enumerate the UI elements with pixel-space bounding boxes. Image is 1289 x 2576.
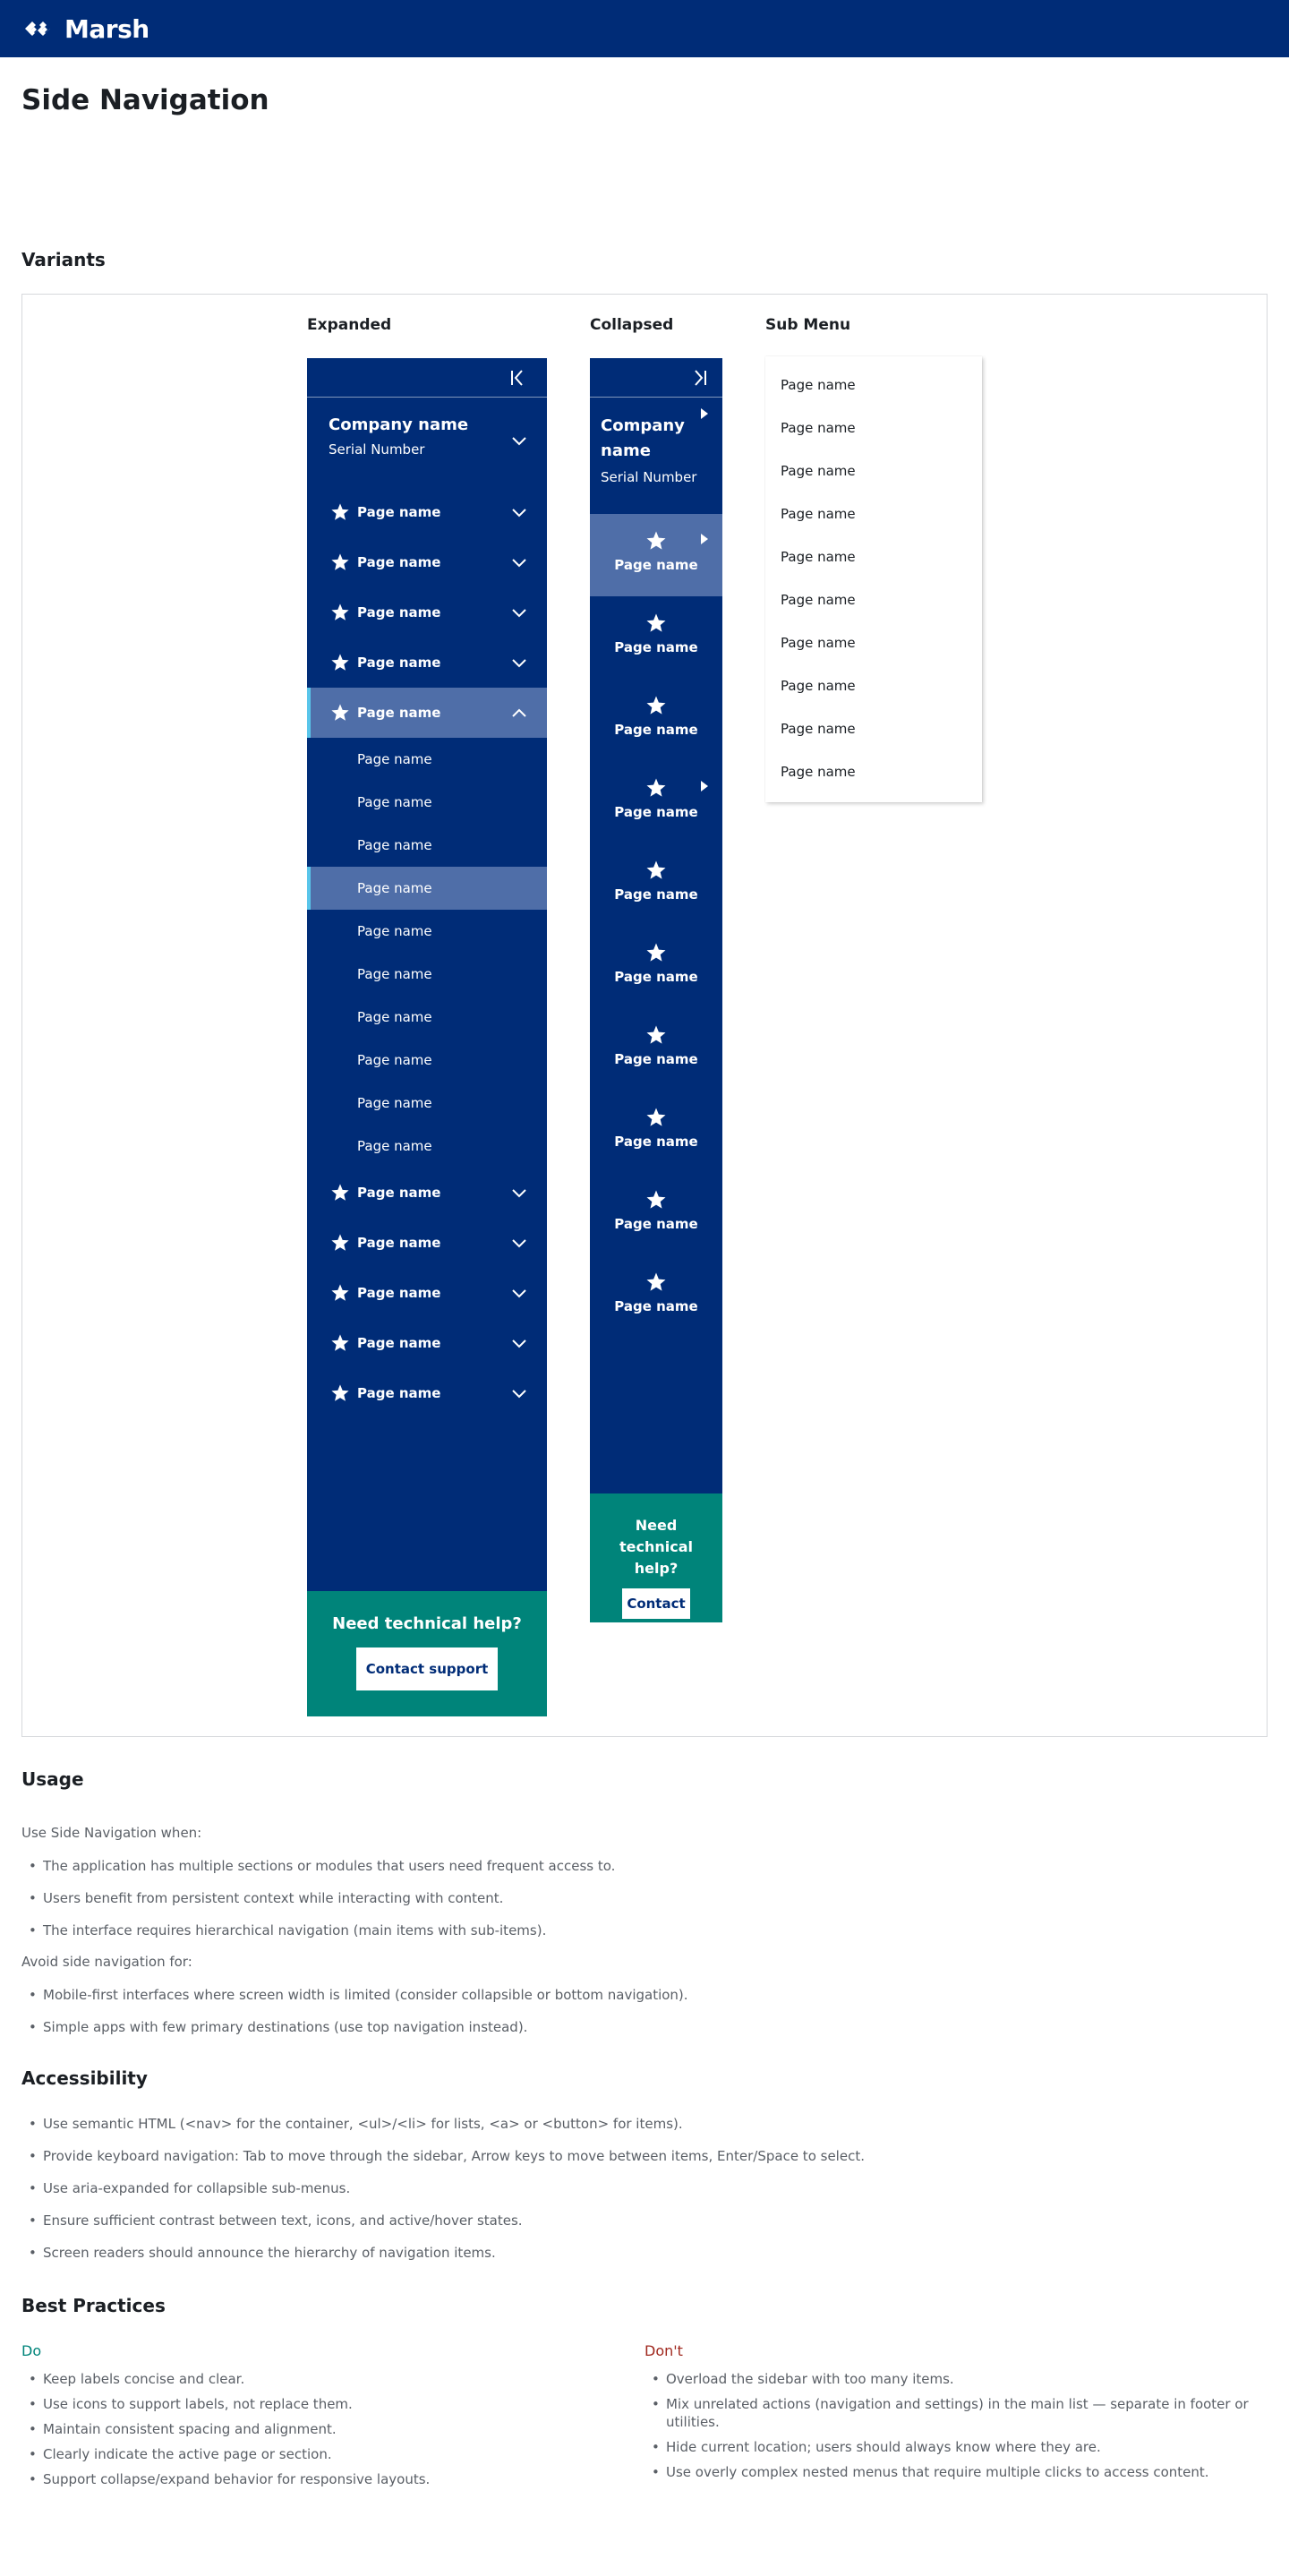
submenu-item[interactable]: Page name bbox=[781, 463, 856, 479]
sub-nav-item[interactable]: Page name bbox=[357, 1009, 432, 1025]
contact-button[interactable]: Contact bbox=[622, 1588, 690, 1619]
chevron-down-icon bbox=[511, 507, 527, 518]
nav-item-label: Page name bbox=[357, 1385, 441, 1401]
chevron-down-icon bbox=[511, 1338, 527, 1348]
list-item: • Overload the sidebar with too many items. bbox=[652, 2370, 1260, 2388]
sub-nav-item[interactable]: Page name bbox=[357, 1052, 432, 1068]
collapsed-nav-item[interactable] bbox=[590, 1255, 722, 1338]
nav-item-label: Page name bbox=[614, 1134, 698, 1150]
star-icon bbox=[330, 1333, 350, 1353]
collapsed-nav-item[interactable] bbox=[590, 761, 722, 843]
sidebar-footer bbox=[590, 1493, 722, 1622]
nav-item-label: Page name bbox=[357, 705, 441, 721]
list-item: • Hide current location; users should always know where they are. bbox=[652, 2438, 1260, 2456]
accessibility-list bbox=[29, 2115, 865, 2276]
company-selector[interactable] bbox=[590, 398, 722, 514]
collapsed-nav-list bbox=[590, 514, 722, 1338]
nav-item-label: Page name bbox=[614, 969, 698, 985]
star-icon bbox=[645, 942, 667, 963]
avoid-text: Avoid side navigation for: bbox=[21, 1954, 192, 1970]
submenu-item[interactable]: Page name bbox=[781, 721, 856, 737]
help-text: Need technical help? bbox=[332, 1614, 522, 1633]
sub-nav-list bbox=[307, 738, 547, 1168]
list-item: • Simple apps with few primary destinations (use top navigation instead). bbox=[29, 2018, 688, 2036]
chevron-up-icon bbox=[511, 707, 527, 718]
star-icon bbox=[645, 1107, 667, 1128]
use-list bbox=[29, 1857, 615, 1954]
company-selector[interactable] bbox=[307, 398, 547, 487]
avoid-list bbox=[29, 1986, 688, 2050]
collapsed-nav-item[interactable] bbox=[590, 1091, 722, 1173]
star-icon bbox=[645, 1024, 667, 1046]
nav-list-bottom bbox=[307, 1168, 547, 1418]
use-when-text: Use Side Navigation when: bbox=[21, 1825, 202, 1841]
star-icon bbox=[645, 860, 667, 881]
sidebar-header bbox=[307, 358, 547, 398]
nav-item-label: Page name bbox=[614, 1298, 698, 1314]
best-practices-heading: Best Practices bbox=[21, 2295, 166, 2316]
collapsed-nav-item[interactable] bbox=[590, 926, 722, 1008]
list-item: • The interface requires hierarchical navigation (main items with sub-items). bbox=[29, 1921, 615, 1939]
collapse-sidebar-icon[interactable] bbox=[508, 368, 527, 388]
nav-item-label: Page name bbox=[614, 886, 698, 903]
star-icon bbox=[330, 1383, 350, 1403]
collapsed-nav-item[interactable] bbox=[590, 1173, 722, 1255]
collapsed-nav-item[interactable] bbox=[590, 596, 722, 679]
nav-item[interactable] bbox=[307, 1168, 547, 1218]
usage-heading: Usage bbox=[21, 1768, 84, 1790]
sub-nav-item[interactable]: Page name bbox=[357, 966, 432, 982]
sub-nav-item[interactable]: Page name bbox=[357, 751, 432, 767]
nav-item-label: Page name bbox=[614, 1216, 698, 1232]
collapsed-sidebar bbox=[590, 358, 722, 1622]
submenu-item[interactable]: Page name bbox=[781, 420, 856, 436]
star-icon bbox=[645, 1189, 667, 1211]
company-name: Company name bbox=[329, 415, 469, 434]
list-item: • Use overly complex nested menus that require multiple clicks to access content. bbox=[652, 2463, 1260, 2481]
nav-item[interactable] bbox=[307, 537, 547, 587]
collapsed-nav-item[interactable] bbox=[590, 514, 722, 596]
expand-sidebar-icon[interactable] bbox=[690, 368, 710, 388]
submenu-item[interactable]: Page name bbox=[781, 506, 856, 522]
chevron-down-icon bbox=[511, 435, 527, 446]
star-icon bbox=[330, 703, 350, 723]
collapsed-nav-item[interactable] bbox=[590, 679, 722, 761]
caret-right-icon bbox=[701, 781, 708, 792]
nav-item-label: Page name bbox=[614, 557, 698, 573]
nav-item[interactable] bbox=[307, 1368, 547, 1418]
help-text: Need technical help? bbox=[619, 1517, 693, 1577]
nav-item-label: Page name bbox=[357, 1185, 441, 1201]
nav-item[interactable] bbox=[307, 688, 547, 738]
accessibility-heading: Accessibility bbox=[21, 2067, 148, 2089]
star-icon bbox=[330, 653, 350, 672]
caret-right-icon bbox=[701, 408, 708, 419]
serial-number: Serial Number bbox=[601, 469, 697, 485]
chevron-down-icon bbox=[511, 1237, 527, 1248]
list-item: • Mix unrelated actions (navigation and settings) in the main list — separate in footer or utilities. bbox=[652, 2395, 1260, 2431]
nav-item-label: Page name bbox=[614, 639, 698, 655]
nav-item-label: Page name bbox=[357, 1335, 441, 1351]
list-item: • Ensure sufficient contrast between text, icons, and active/hover states. bbox=[29, 2212, 865, 2229]
do-list bbox=[29, 2370, 619, 2495]
list-item: • Maintain consistent spacing and alignment. bbox=[29, 2420, 619, 2438]
list-item: • Use icons to support labels, not replace them. bbox=[29, 2395, 619, 2413]
chevron-down-icon bbox=[511, 607, 527, 618]
caret-right-icon bbox=[701, 534, 708, 544]
list-item: • Use semantic HTML (<nav> for the container, <ul>/<li> for lists, <a> or <button> for items). bbox=[29, 2115, 865, 2133]
chevron-down-icon bbox=[511, 1288, 527, 1298]
sub-nav-item[interactable]: Page name bbox=[357, 1138, 432, 1154]
company-name: Company name bbox=[601, 416, 685, 460]
star-icon bbox=[645, 612, 667, 634]
nav-item[interactable] bbox=[307, 587, 547, 638]
nav-list-top bbox=[307, 487, 547, 738]
list-item: • Users benefit from persistent context while interacting with content. bbox=[29, 1889, 615, 1907]
star-icon bbox=[330, 1283, 350, 1303]
nav-item-label: Page name bbox=[357, 604, 441, 620]
expanded-sidebar bbox=[307, 358, 547, 1716]
list-item: • Support collapse/expand behavior for responsive layouts. bbox=[29, 2470, 619, 2488]
sub-nav-item[interactable]: Page name bbox=[357, 794, 432, 810]
chevron-down-icon bbox=[511, 657, 527, 668]
top-bar bbox=[0, 0, 1289, 57]
brand-logo[interactable] bbox=[21, 14, 149, 44]
star-icon bbox=[330, 1183, 350, 1202]
do-heading: Do bbox=[21, 2342, 42, 2359]
nav-item-label: Page name bbox=[614, 804, 698, 820]
submenu-item[interactable]: Page name bbox=[781, 592, 856, 608]
submenu-item[interactable]: Page name bbox=[781, 377, 856, 393]
sub-nav-item[interactable]: Page name bbox=[357, 837, 432, 853]
list-item: • Screen readers should announce the hierarchy of navigation items. bbox=[29, 2244, 865, 2262]
chevron-down-icon bbox=[511, 1388, 527, 1399]
collapsed-nav-item[interactable] bbox=[590, 843, 722, 926]
expanded-label: Expanded bbox=[307, 316, 392, 334]
serial-number: Serial Number bbox=[329, 441, 425, 458]
collapsed-label: Collapsed bbox=[590, 316, 674, 334]
chevron-down-icon bbox=[511, 1187, 527, 1198]
dont-heading: Don't bbox=[644, 2342, 683, 2359]
nav-item-label: Page name bbox=[357, 554, 441, 570]
submenu-item[interactable]: Page name bbox=[781, 549, 856, 565]
nav-item-label: Page name bbox=[357, 1235, 441, 1251]
list-item: • Keep labels concise and clear. bbox=[29, 2370, 619, 2388]
nav-item[interactable] bbox=[307, 1218, 547, 1268]
chevron-down-icon bbox=[511, 557, 527, 568]
submenu-item[interactable]: Page name bbox=[781, 764, 856, 780]
submenu-item[interactable]: Page name bbox=[781, 678, 856, 694]
star-icon bbox=[645, 777, 667, 799]
star-icon bbox=[330, 502, 350, 522]
nav-item-label: Page name bbox=[357, 1285, 441, 1301]
star-icon bbox=[645, 530, 667, 552]
submenu-item[interactable]: Page name bbox=[781, 635, 856, 651]
star-icon bbox=[330, 1233, 350, 1253]
nav-item-label: Page name bbox=[614, 1051, 698, 1067]
sub-nav-item[interactable]: Page name bbox=[307, 867, 547, 910]
variants-heading: Variants bbox=[21, 249, 106, 270]
nav-item[interactable] bbox=[307, 1268, 547, 1318]
star-icon bbox=[330, 603, 350, 622]
sub-nav-item[interactable]: Page name bbox=[357, 923, 432, 939]
submenu-label: Sub Menu bbox=[765, 316, 851, 334]
star-icon bbox=[645, 1271, 667, 1293]
nav-item-label: Page name bbox=[614, 722, 698, 738]
nav-item[interactable] bbox=[307, 1318, 547, 1368]
list-item: • Provide keyboard navigation: Tab to move through the sidebar, Arrow keys to move between items, Enter/Space to select. bbox=[29, 2147, 865, 2165]
sidebar-footer bbox=[307, 1591, 547, 1716]
brand-name: Marsh bbox=[64, 13, 149, 44]
nav-item-label: Page name bbox=[357, 504, 441, 520]
collapsed-nav-item[interactable] bbox=[590, 1008, 722, 1091]
star-icon bbox=[330, 552, 350, 572]
contact-support-button[interactable]: Contact support bbox=[356, 1647, 498, 1690]
list-item: • The application has multiple sections or modules that users need frequent access to. bbox=[29, 1857, 615, 1875]
nav-item[interactable] bbox=[307, 487, 547, 537]
dont-list bbox=[652, 2370, 1260, 2488]
page-title: Side Navigation bbox=[21, 84, 269, 116]
sidebar-header bbox=[590, 358, 722, 398]
marsh-logo-icon bbox=[21, 18, 57, 39]
sub-menu bbox=[765, 356, 982, 802]
nav-item[interactable] bbox=[307, 638, 547, 688]
star-icon bbox=[645, 695, 667, 716]
sub-nav-item[interactable]: Page name bbox=[357, 1095, 432, 1111]
list-item: • Clearly indicate the active page or section. bbox=[29, 2445, 619, 2463]
nav-item-label: Page name bbox=[357, 655, 441, 671]
list-item: • Mobile-first interfaces where screen width is limited (consider collapsible or bottom navigation). bbox=[29, 1986, 688, 2004]
list-item: • Use aria-expanded for collapsible sub-menus. bbox=[29, 2179, 865, 2197]
